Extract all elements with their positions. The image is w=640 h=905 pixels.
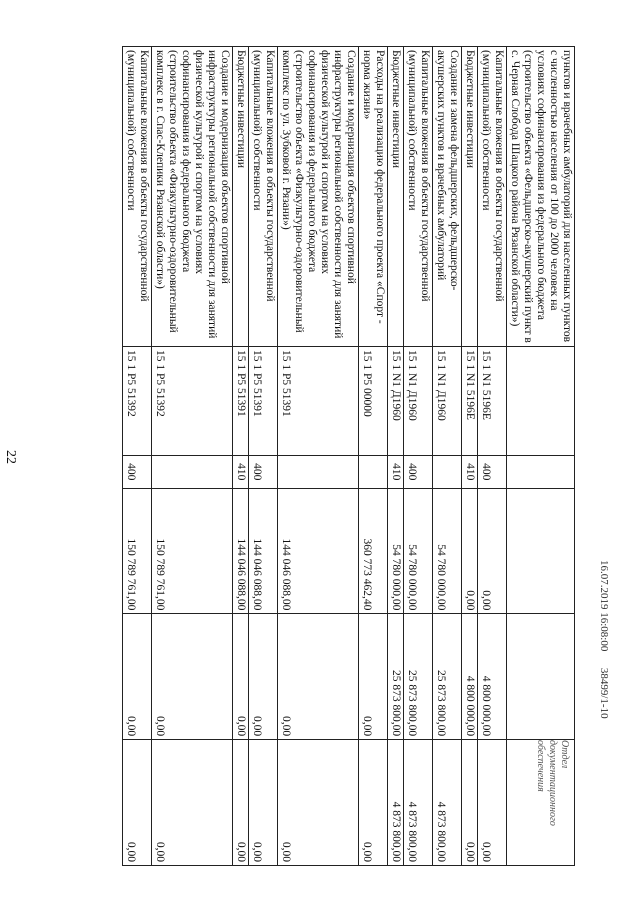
stamp-line-1: Отдел документационного <box>547 740 570 826</box>
table-row <box>359 47 388 866</box>
row-amount-year-1 <box>507 488 575 614</box>
table-row <box>462 47 478 866</box>
footer-doc-id: 38499/1-10 <box>598 667 610 719</box>
row-name: Бюджетные инвестиции <box>388 47 404 347</box>
table-row <box>433 47 462 866</box>
row-amount-year-1: 150 789 761,00 <box>152 488 233 614</box>
table-row <box>152 47 233 866</box>
row-code: 15 1 N1 5196E <box>462 346 478 455</box>
table-row <box>388 47 404 866</box>
row-expense-type: 410 <box>233 455 249 488</box>
row-name: Создание и замена фельдшерских, фельдшерско-акушерских пунктов и врачебных амбулаторий <box>433 47 462 347</box>
row-amount-year-2: 0,00 <box>123 614 152 740</box>
row-amount-year-1: 0,00 <box>462 488 478 614</box>
row-name: Капитальные вложения в объекты государственной (муниципальной) собственности <box>478 47 507 347</box>
row-amount-year-1: 144 046 088,00 <box>249 488 278 614</box>
row-expense-type: 400 <box>404 455 433 488</box>
row-amount-year-3: 4 873 800,00 <box>433 740 462 866</box>
row-expense-type <box>278 455 359 488</box>
row-amount-year-3: 0,00 <box>462 740 478 866</box>
row-expense-type: 400 <box>123 455 152 488</box>
row-amount-year-2: 0,00 <box>359 614 388 740</box>
row-amount-year-3: 4 873 800,00 <box>388 740 404 866</box>
row-amount-year-2: 25 873 800,00 <box>433 614 462 740</box>
row-expense-type: 400 <box>478 455 507 488</box>
row-amount-year-3: 0,00 <box>478 740 507 866</box>
table-row <box>123 47 152 866</box>
row-code <box>507 346 575 455</box>
row-expense-type <box>152 455 233 488</box>
row-amount-year-2 <box>507 614 575 740</box>
row-name: Капитальные вложения в объекты государственной (муниципальной) собственности <box>404 47 433 347</box>
row-amount-year-2: 25 873 800,00 <box>388 614 404 740</box>
row-amount-year-2: 0,00 <box>152 614 233 740</box>
department-stamp <box>534 740 570 826</box>
row-amount-year-2: 0,00 <box>233 614 249 740</box>
row-amount-year-2: 25 873 800,00 <box>404 614 433 740</box>
row-name: Расходы на реализацию федерального проекта «Спорт - норма жизни» <box>359 47 388 347</box>
table-body <box>123 47 575 866</box>
row-amount-year-2: 0,00 <box>278 614 359 740</box>
row-code: 15 1 P5 00000 <box>359 346 388 455</box>
footer-meta <box>598 560 610 719</box>
row-amount-year-1: 144 046 088,00 <box>233 488 249 614</box>
row-amount-year-1: 54 780 000,00 <box>404 488 433 614</box>
row-name: Капитальные вложения в объекты государственной (муниципальной) собственности <box>123 47 152 347</box>
row-name: Капитальные вложения в объекты государственной (муниципальной) собственности <box>249 47 278 347</box>
row-code: 15 1 P5 51391 <box>249 346 278 455</box>
row-amount-year-2: 0,00 <box>249 614 278 740</box>
row-code: 15 1 P5 51391 <box>278 346 359 455</box>
row-amount-year-1: 0,00 <box>478 488 507 614</box>
table-row <box>404 47 433 866</box>
row-amount-year-3: 0,00 <box>233 740 249 866</box>
row-code: 15 1 P5 51392 <box>152 346 233 455</box>
row-amount-year-1: 144 046 088,00 <box>278 488 359 614</box>
row-expense-type: 410 <box>388 455 404 488</box>
row-expense-type: 410 <box>462 455 478 488</box>
table-row <box>478 47 507 866</box>
row-amount-year-3: 0,00 <box>123 740 152 866</box>
row-amount-year-3: 0,00 <box>152 740 233 866</box>
budget-table <box>122 46 575 866</box>
row-code: 15 1 N1 5196E <box>478 346 507 455</box>
row-amount-year-3: 0,00 <box>249 740 278 866</box>
row-expense-type <box>433 455 462 488</box>
row-expense-type: 400 <box>249 455 278 488</box>
row-amount-year-1: 360 773 462,40 <box>359 488 388 614</box>
stamp-line-2: обеспечения <box>535 740 546 792</box>
row-code: 15 1 N1 Д1960 <box>404 346 433 455</box>
row-expense-type <box>359 455 388 488</box>
row-code: 15 1 P5 51392 <box>123 346 152 455</box>
table-row <box>278 47 359 866</box>
row-amount-year-3: 0,00 <box>278 740 359 866</box>
row-expense-type <box>507 455 575 488</box>
table-row <box>233 47 249 866</box>
row-code: 15 1 N1 Д1960 <box>388 346 404 455</box>
row-name: Создание и модернизация объектов спортивной инфраструктуры региональной собственности для занятий физической культурой и спортом на условиях софинансирования из федерального бюджета (строительство объекта «Физкультурно-оздоровительный комплекс в г. Спас-Клепики Рязанской области») <box>152 47 233 347</box>
row-name: Бюджетные инвестиции <box>462 47 478 347</box>
row-amount-year-1: 54 780 000,00 <box>433 488 462 614</box>
row-amount-year-3: 4 873 800,00 <box>404 740 433 866</box>
row-amount-year-3: 0,00 <box>359 740 388 866</box>
row-amount-year-2: 4 800 000,00 <box>478 614 507 740</box>
row-amount-year-2: 4 800 000,00 <box>462 614 478 740</box>
row-name: пунктов и врачебных амбулаторий для населенных пунктов с численностью населения от 100 до 2000 человек на условиях софинансирования из федерального бюджета (строительство объекта «Фельдшерско-акушерский пункт в с. Черная Слобода Шацкого района Рязанской области») <box>507 47 575 347</box>
page-number: 22 <box>3 450 18 464</box>
rotated-content <box>80 46 575 866</box>
row-name: Создание и модернизация объектов спортивной инфраструктуры региональной собственности для занятий физической культурой и спортом на условиях софинансирования из федерального бюджета (строительство объекта «Физкультурно-оздоровительный комплекс по ул. Зубковой г. Рязани») <box>278 47 359 347</box>
table-row <box>249 47 278 866</box>
footer-datetime: 16.07.2019 16:08:00 <box>598 560 610 652</box>
row-name: Бюджетные инвестиции <box>233 47 249 347</box>
row-code: 15 1 P5 51391 <box>233 346 249 455</box>
row-amount-year-1: 54 780 000,00 <box>388 488 404 614</box>
row-amount-year-1: 150 789 761,00 <box>123 488 152 614</box>
row-code: 15 1 N1 Д1960 <box>433 346 462 455</box>
